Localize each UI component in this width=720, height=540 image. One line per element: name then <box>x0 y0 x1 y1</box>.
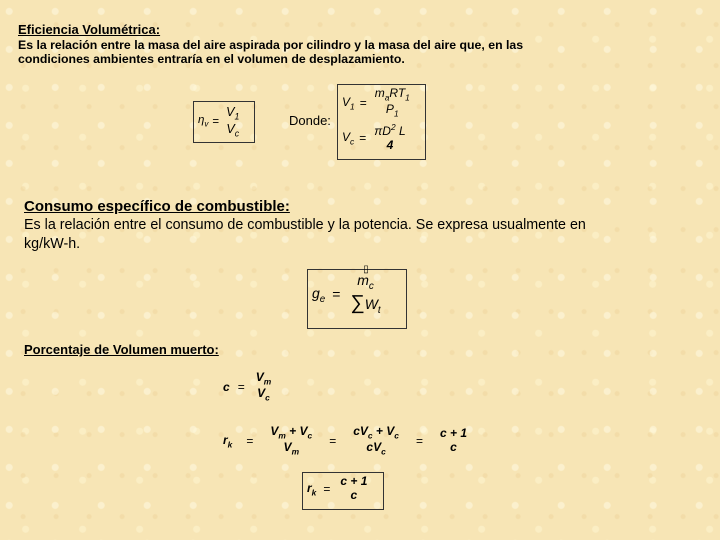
equation-box-definitions <box>337 84 426 160</box>
section-desc-line1: Es la relación entre la masa del aire aspirada por cilindro y la masa del aire que, en las <box>18 38 524 52</box>
donde-label: Donde: <box>289 113 331 128</box>
fraction-v1-over-vc: $V_1$ $V_c$ <box>226 105 240 139</box>
equals-sign: = <box>359 130 367 145</box>
fraction-pi-d2-l-over-4: $\pi D^2$ L 4 <box>374 122 406 152</box>
fraction-cvc-plus-vc-over-cvc: $cV_c + V_c$ $cV_c$ <box>353 424 399 457</box>
ge-symbol: $g_e$ <box>312 285 326 305</box>
fraction-vm-over-vc: $V_m$ $V_c$ <box>255 370 272 403</box>
equation-box-consumo <box>307 264 407 329</box>
section-title-volumen-muerto: Porcentaje de Volumen muerto: <box>24 342 219 357</box>
section-title-eficiencia: Eficiencia Volumétrica: <box>18 22 161 37</box>
fraction-mc-over-sum-wt: ▯ $m_c$ $\sum W_t$ <box>350 264 381 316</box>
vc-symbol: $V_c$ <box>342 129 355 146</box>
equation-box-rk: $r_k$ = c + 1 c <box>302 472 384 510</box>
equals-sign: = <box>212 115 220 128</box>
equation-c: c = $V_m$ $V_c$ <box>223 371 274 403</box>
section-desc-line2: condiciones ambientes entraría en el volumen de desplazamiento. <box>18 52 405 66</box>
fraction-vm-plus-vc-over-vm: $V_m + V_c$ $V_m$ <box>270 424 313 457</box>
section-title-consumo: Consumo específico de combustible: <box>24 198 290 215</box>
section-desc-line1: Es la relación entre el consumo de combustible y la potencia. Se expresa usualmente en <box>24 217 586 233</box>
fraction-c-plus-1-over-c: c + 1 c <box>340 474 368 502</box>
summation-icon: ∑ <box>350 292 365 315</box>
eta-symbol: $\eta_v$ <box>198 114 209 129</box>
equals-sign: = <box>332 286 341 303</box>
equation-rk-derivation: $r_k$ = $V_m + V_c$ $V_m$ = $cV_c + V_c$ $cV_c$ = c + 1 c <box>223 425 470 457</box>
fraction-c-plus-1-over-c: c + 1 c <box>439 426 467 455</box>
section-desc-line2: kg/kW-h. <box>24 236 81 252</box>
dot-glyph-icon: ▯ <box>363 264 369 275</box>
fraction-mart-over-p: $m_aRT_1$ $P_1$ <box>374 86 410 119</box>
v1-symbol: $V_1$ <box>342 94 355 112</box>
equals-sign: = <box>359 96 367 111</box>
equation-box-efficiency <box>193 101 255 143</box>
